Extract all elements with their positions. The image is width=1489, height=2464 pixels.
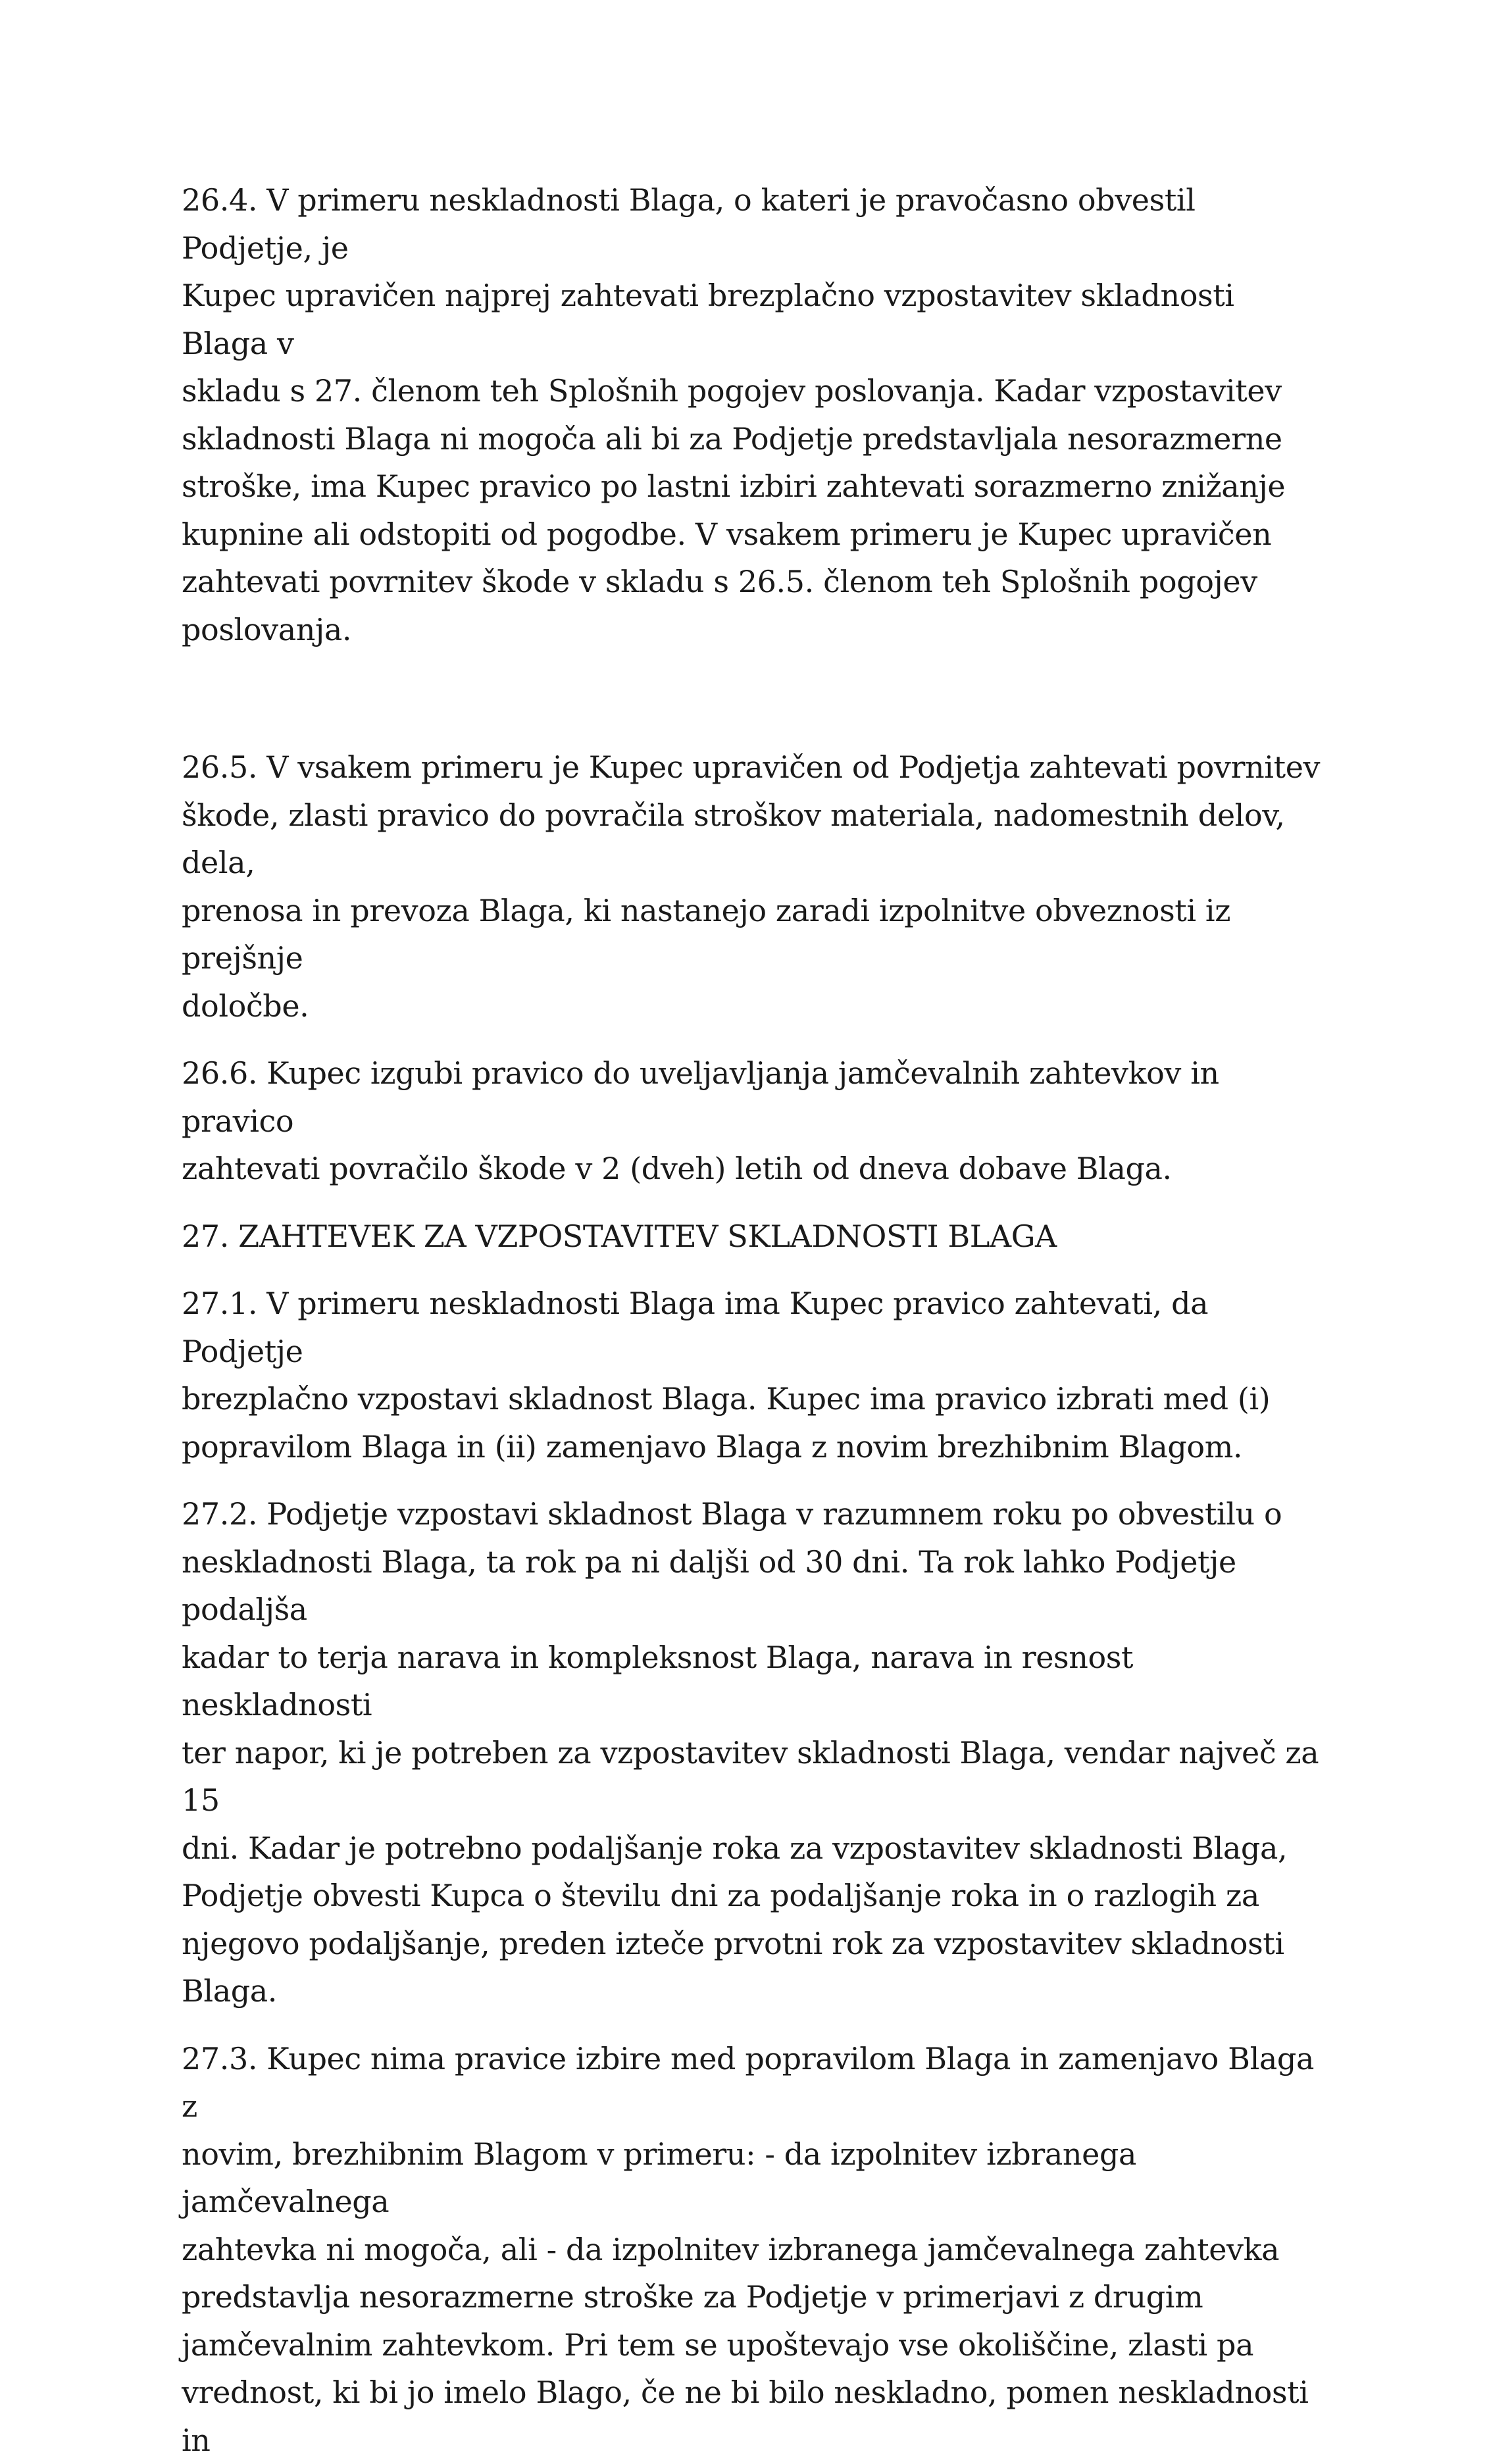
paragraph-26-5: 26.5. V vsakem primeru je Kupec upravičen od Podjetja zahtevati povrnitev škode, zlasti pravico do povračila stroškov materiala, nadomestnih delov, dela, prenosa in prevoza Blaga, ki nastanejo zaradi izpolnitve obveznosti iz prejšnje določbe. xyxy=(182,743,1326,1030)
document-body xyxy=(182,176,1326,2464)
section-heading-27: 27. ZAHTEVEK ZA VZPOSTAVITEV SKLADNOSTI BLAGA xyxy=(182,1213,1326,1261)
paragraph-26-4: 26.4. V primeru neskladnosti Blaga, o kateri je pravočasno obvestil Podjetje, je Kupec upravičen najprej zahtevati brezplačno vzpostavitev skladnosti Blaga v skladu s 27. členom teh Splošnih pogojev poslovanja. Kadar vzpostavitev skladnosti Blaga ni mogoča ali bi za Podjetje predstavljala nesorazmerne stroške, ima Kupec pravico po lastni izbiri zahtevati sorazmerno znižanje kupnine ali odstopiti od pogodbe. V vsakem primeru je Kupec upravičen zahtevati povrnitev škode v skladu s 26.5. členom teh Splošnih pogojev poslovanja. xyxy=(182,176,1326,653)
paragraph-26-6: 26.6. Kupec izgubi pravico do uveljavljanja jamčevalnih zahtevkov in pravico zahtevati povračilo škode v 2 (dveh) letih od dneva dobave Blaga. xyxy=(182,1049,1326,1193)
paragraph-27-2: 27.2. Podjetje vzpostavi skladnost Blaga v razumnem roku po obvestilu o neskladnosti Blaga, ta rok pa ni daljši od 30 dni. Ta rok lahko Podjetje podaljša kadar to terja narava in kompleksnost Blaga, narava in resnost neskladnosti ter napor, ki je potreben za vzpostavitev skladnosti Blaga, vendar največ za 15 dni. Kadar je potrebno podaljšanje roka za vzpostavitev skladnosti Blaga, Podjetje obvesti Kupca o številu dni za podaljšanje roka in o razlogih za njegovo podaljšanje, preden izteče prvotni rok za vzpostavitev skladnosti Blaga. xyxy=(182,1490,1326,2015)
paragraph-27-3: 27.3. Kupec nima pravice izbire med popravilom Blaga in zamenjavo Blaga z novim, brezhibnim Blagom v primeru: - da izpolnitev izbranega jamčevalnega zahtevka ni mogoča, ali - da izpolnitev izbranega jamčevalnega zahtevka predstavlja nesorazmerne stroške za Podjetje v primerjavi z drugim jamčevalnim zahtevkom. Pri tem se upoštevajo vse okoliščine, zlasti pa vrednost, ki bi jo imelo Blago, če ne bi bilo neskladno, pomen neskladnosti in xyxy=(182,2035,1326,2464)
paragraph-27-1: 27.1. V primeru neskladnosti Blaga ima Kupec pravico zahtevati, da Podjetje brezplačno vzpostavi skladnost Blaga. Kupec ima pravico izbrati med (i) popravilom Blaga in (ii) zamenjavo Blaga z novim brezhibnim Blagom. xyxy=(182,1280,1326,1471)
